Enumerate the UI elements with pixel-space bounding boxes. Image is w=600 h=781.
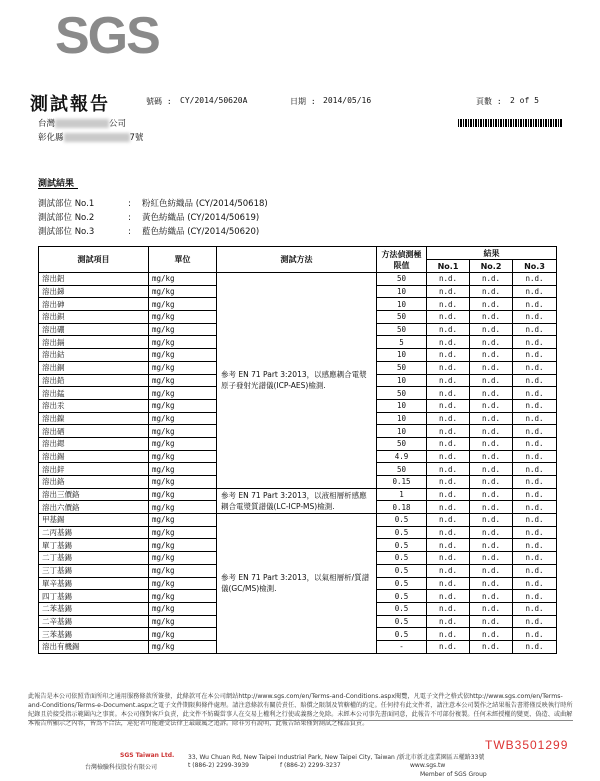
footer-web: www.sgs.tw: [410, 762, 446, 769]
cell-item: 溶出鋅: [39, 463, 149, 476]
cell-result-3: n.d.: [513, 437, 557, 450]
cell-result-3: n.d.: [513, 323, 557, 336]
cell-result-2: n.d.: [470, 628, 513, 641]
cell-item: 溶出銅: [39, 361, 149, 374]
footer-disclaimer: 此報告是本公司依照背面所印之通用服務條款所簽發，此條款可在本公司網站http://www.sgs.com/en/Terms-and-Conditions.aspx閱覽，凡電子文件之格式依http://www.sgs.com/en/Terms-and-Conditions/Terms-e-Document.aspx之電子文件期限與條件處理。請注意條款有關於責任、賠償之限制及管轄權的約定。任何持有此文件者，請注意本公司製作之結果報告書將僅反映執行時所紀錄且於接受指示範圍內之事實。本公司僅對客戶負責，此文件不妨礙當事人在交易上權利之行使或義務之免除。未經本公司事先書面同意，此報告不可部份複製。任何未經授權的變更、偽造、或曲解本報告所顯示之內容，皆為不合法，違犯者可能遭受法律上最嚴厲之追訴。除非另有說明，此報告結果僅對測試之樣品負責。: [28, 693, 573, 727]
cell-result-1: n.d.: [427, 450, 470, 463]
cell-result-1: n.d.: [427, 476, 470, 489]
cell-unit: mg/kg: [149, 349, 217, 362]
cell-result-1: n.d.: [427, 564, 470, 577]
cell-limit: -: [377, 640, 427, 653]
header-no1: No.1: [427, 260, 470, 273]
header-results: 結果: [427, 247, 557, 260]
footer-tel: t (886-2) 2299-3939: [188, 762, 249, 769]
footer-divider: [28, 720, 573, 721]
cell-unit: mg/kg: [149, 273, 217, 286]
cell-limit: 0.5: [377, 615, 427, 628]
header-no2: No.2: [470, 260, 513, 273]
cell-result-2: n.d.: [470, 539, 513, 552]
cell-result-1: n.d.: [427, 361, 470, 374]
cell-item: 溶出鋇: [39, 311, 149, 324]
cell-result-3: n.d.: [513, 577, 557, 590]
part-colon: :: [128, 227, 131, 237]
cell-result-1: n.d.: [427, 336, 470, 349]
cell-result-3: n.d.: [513, 412, 557, 425]
part-desc: 黃色紡織品 (CY/2014/50619): [142, 213, 260, 223]
cell-result-1: n.d.: [427, 311, 470, 324]
cell-result-2: n.d.: [470, 501, 513, 514]
company-line1-suffix: 公司: [109, 119, 127, 129]
cell-limit: 10: [377, 412, 427, 425]
table-row: [39, 488, 557, 501]
cell-item: 甲基錫: [39, 514, 149, 527]
header-no3: No.3: [513, 260, 557, 273]
cell-result-1: n.d.: [427, 425, 470, 438]
cell-unit: mg/kg: [149, 374, 217, 387]
cell-result-3: n.d.: [513, 336, 557, 349]
report-date-label: 日期 :: [290, 97, 316, 106]
cell-result-1: n.d.: [427, 552, 470, 565]
cell-unit: mg/kg: [149, 501, 217, 514]
cell-limit: 0.18: [377, 501, 427, 514]
cell-result-1: n.d.: [427, 488, 470, 501]
test-part-2: [38, 211, 259, 223]
cell-method: 參考 EN 71 Part 3:2013，以氣相層析/質譜儀(GC/MS)檢測.: [217, 514, 377, 654]
cell-result-3: n.d.: [513, 273, 557, 286]
cell-result-2: n.d.: [470, 387, 513, 400]
cell-unit: mg/kg: [149, 361, 217, 374]
report-number-label: 號碼 :: [146, 97, 172, 106]
cell-item: 單辛基錫: [39, 577, 149, 590]
cell-result-3: n.d.: [513, 602, 557, 615]
cell-item: 溶出鈷: [39, 349, 149, 362]
cell-result-1: n.d.: [427, 399, 470, 412]
cell-item: 溶出三價鉻: [39, 488, 149, 501]
section-title: 測試結果: [38, 179, 75, 189]
cell-item: 溶出錫: [39, 450, 149, 463]
cell-result-3: n.d.: [513, 285, 557, 298]
cell-item: 溶出硒: [39, 425, 149, 438]
cell-result-2: n.d.: [470, 463, 513, 476]
cell-unit: mg/kg: [149, 602, 217, 615]
cell-result-2: n.d.: [470, 425, 513, 438]
cell-result-3: n.d.: [513, 590, 557, 603]
cell-limit: 0.5: [377, 564, 427, 577]
cell-result-1: n.d.: [427, 590, 470, 603]
cell-result-2: n.d.: [470, 640, 513, 653]
sgs-logo: SGS: [55, 7, 159, 65]
cell-result-3: n.d.: [513, 488, 557, 501]
cell-method: 參考 EN 71 Part 3:2013，以液相層析感應耦合電漿質譜儀(LC-ICP-MS)檢測.: [217, 488, 377, 513]
cell-item: 溶出鎳: [39, 412, 149, 425]
document-code: TWB3501299: [485, 738, 569, 752]
company-name: [38, 117, 126, 129]
footer-company: SGS Taiwan Ltd.: [120, 752, 175, 759]
cell-result-1: n.d.: [427, 285, 470, 298]
company-line2-suffix: 7號: [129, 133, 144, 143]
part-colon: :: [128, 213, 131, 223]
part-label: 測試部位 No.1: [38, 199, 95, 209]
cell-result-3: n.d.: [513, 564, 557, 577]
table-row: [39, 273, 557, 286]
cell-limit: 0.5: [377, 526, 427, 539]
cell-result-2: n.d.: [470, 361, 513, 374]
cell-result-2: n.d.: [470, 412, 513, 425]
footer-fax: f (886-2) 2299-3237: [280, 762, 341, 769]
page-number: 2 of 5: [510, 96, 539, 105]
table-row: [39, 514, 557, 527]
report-number: CY/2014/50620A: [180, 96, 248, 105]
cell-item: 三苯基錫: [39, 628, 149, 641]
cell-result-2: n.d.: [470, 526, 513, 539]
footer-address: 33, Wu Chuan Rd, New Taipei Industrial Park, New Taipei City, Taiwan /新北市新北產業園區五權路33號: [188, 754, 485, 761]
cell-unit: mg/kg: [149, 590, 217, 603]
cell-limit: 0.5: [377, 602, 427, 615]
cell-result-1: n.d.: [427, 273, 470, 286]
cell-result-2: n.d.: [470, 323, 513, 336]
cell-unit: mg/kg: [149, 526, 217, 539]
cell-result-3: n.d.: [513, 463, 557, 476]
cell-result-3: n.d.: [513, 450, 557, 463]
cell-unit: mg/kg: [149, 628, 217, 641]
cell-result-1: n.d.: [427, 323, 470, 336]
header-unit: 單位: [149, 247, 217, 273]
cell-result-2: n.d.: [470, 514, 513, 527]
cell-item: 溶出有機錫: [39, 640, 149, 653]
cell-unit: mg/kg: [149, 311, 217, 324]
cell-result-2: n.d.: [470, 285, 513, 298]
cell-limit: 0.5: [377, 514, 427, 527]
cell-item: 溶出鎘: [39, 336, 149, 349]
cell-unit: mg/kg: [149, 577, 217, 590]
header-limit: 方法偵測極限值: [377, 247, 427, 273]
cell-result-2: n.d.: [470, 590, 513, 603]
cell-result-3: n.d.: [513, 374, 557, 387]
footer-company-cn: 台灣檢驗科技股份有限公司: [85, 764, 158, 771]
cell-unit: mg/kg: [149, 399, 217, 412]
cell-item: 四丁基錫: [39, 590, 149, 603]
cell-result-1: n.d.: [427, 577, 470, 590]
cell-limit: 10: [377, 298, 427, 311]
part-label: 測試部位 No.2: [38, 213, 95, 223]
barcode: [458, 119, 562, 127]
cell-limit: 10: [377, 425, 427, 438]
cell-result-2: n.d.: [470, 564, 513, 577]
header-item: 測試項目: [39, 247, 149, 273]
cell-result-2: n.d.: [470, 273, 513, 286]
cell-result-1: n.d.: [427, 514, 470, 527]
cell-unit: mg/kg: [149, 387, 217, 400]
cell-result-1: n.d.: [427, 374, 470, 387]
cell-limit: 50: [377, 463, 427, 476]
test-part-3: [38, 225, 259, 237]
cell-item: 溶出六價鉻: [39, 501, 149, 514]
company-line2-prefix: 彰化縣: [38, 133, 64, 143]
cell-result-3: n.d.: [513, 628, 557, 641]
cell-unit: mg/kg: [149, 298, 217, 311]
cell-result-3: n.d.: [513, 526, 557, 539]
cell-result-3: n.d.: [513, 387, 557, 400]
cell-result-1: n.d.: [427, 628, 470, 641]
cell-unit: mg/kg: [149, 539, 217, 552]
cell-limit: 50: [377, 437, 427, 450]
cell-item: 單丁基錫: [39, 539, 149, 552]
cell-limit: 50: [377, 361, 427, 374]
cell-result-2: n.d.: [470, 615, 513, 628]
cell-result-1: n.d.: [427, 602, 470, 615]
cell-item: 溶出鋁: [39, 273, 149, 286]
cell-unit: mg/kg: [149, 552, 217, 565]
cell-result-2: n.d.: [470, 311, 513, 324]
cell-limit: 50: [377, 323, 427, 336]
cell-unit: mg/kg: [149, 412, 217, 425]
cell-limit: 10: [377, 349, 427, 362]
cell-limit: 0.5: [377, 539, 427, 552]
cell-result-1: n.d.: [427, 437, 470, 450]
company-address: [38, 131, 143, 143]
cell-item: 溶出汞: [39, 399, 149, 412]
report-date: 2014/05/16: [323, 96, 372, 105]
results-body: [39, 273, 557, 654]
cell-limit: 4.9: [377, 450, 427, 463]
cell-result-1: n.d.: [427, 463, 470, 476]
cell-unit: mg/kg: [149, 323, 217, 336]
cell-result-3: n.d.: [513, 399, 557, 412]
cell-item: 溶出鍶: [39, 437, 149, 450]
cell-result-2: n.d.: [470, 298, 513, 311]
cell-result-2: n.d.: [470, 336, 513, 349]
cell-result-1: n.d.: [427, 387, 470, 400]
cell-result-2: n.d.: [470, 437, 513, 450]
header-method: 測試方法: [217, 247, 377, 273]
cell-limit: 0.5: [377, 577, 427, 590]
cell-item: 溶出錳: [39, 387, 149, 400]
cell-unit: mg/kg: [149, 514, 217, 527]
cell-result-1: n.d.: [427, 298, 470, 311]
cell-limit: 50: [377, 387, 427, 400]
cell-unit: mg/kg: [149, 488, 217, 501]
cell-limit: 0.5: [377, 590, 427, 603]
cell-result-3: n.d.: [513, 298, 557, 311]
cell-limit: 0.5: [377, 552, 427, 565]
cell-result-3: n.d.: [513, 539, 557, 552]
cell-result-3: n.d.: [513, 361, 557, 374]
part-desc: 粉紅色紡織品 (CY/2014/50618): [142, 199, 268, 209]
cell-item: 二丁基錫: [39, 552, 149, 565]
results-table: [38, 246, 557, 654]
cell-limit: 0.15: [377, 476, 427, 489]
section-underline: [38, 188, 78, 189]
cell-result-3: n.d.: [513, 514, 557, 527]
cell-item: 二丙基錫: [39, 526, 149, 539]
cell-unit: mg/kg: [149, 564, 217, 577]
footer-member: Member of SGS Group: [420, 771, 487, 778]
cell-unit: mg/kg: [149, 437, 217, 450]
cell-result-3: n.d.: [513, 311, 557, 324]
page-label: 頁數 :: [476, 97, 502, 106]
cell-result-2: n.d.: [470, 374, 513, 387]
cell-result-3: n.d.: [513, 501, 557, 514]
cell-result-3: n.d.: [513, 349, 557, 362]
cell-item: 溶出鉻: [39, 476, 149, 489]
redacted-text: [55, 119, 109, 128]
cell-result-1: n.d.: [427, 501, 470, 514]
cell-unit: mg/kg: [149, 615, 217, 628]
cell-unit: mg/kg: [149, 285, 217, 298]
cell-limit: 5: [377, 336, 427, 349]
cell-unit: mg/kg: [149, 450, 217, 463]
cell-result-2: n.d.: [470, 476, 513, 489]
part-colon: :: [128, 199, 131, 209]
cell-result-1: n.d.: [427, 640, 470, 653]
cell-result-3: n.d.: [513, 476, 557, 489]
cell-result-3: n.d.: [513, 425, 557, 438]
cell-item: 溶出鉛: [39, 374, 149, 387]
cell-result-3: n.d.: [513, 552, 557, 565]
cell-limit: 1: [377, 488, 427, 501]
cell-item: 溶出銻: [39, 285, 149, 298]
cell-result-2: n.d.: [470, 577, 513, 590]
redacted-text: [64, 133, 130, 142]
cell-limit: 50: [377, 273, 427, 286]
cell-limit: 10: [377, 399, 427, 412]
cell-result-2: n.d.: [470, 552, 513, 565]
cell-unit: mg/kg: [149, 640, 217, 653]
cell-item: 二辛基錫: [39, 615, 149, 628]
cell-result-1: n.d.: [427, 539, 470, 552]
cell-unit: mg/kg: [149, 463, 217, 476]
part-label: 測試部位 No.3: [38, 227, 95, 237]
cell-item: 溶出砷: [39, 298, 149, 311]
cell-method: 參考 EN 71 Part 3:2013，以感應耦合電漿原子發射光譜儀(ICP-AES)檢測.: [217, 273, 377, 489]
report-title: 測試報告: [30, 94, 110, 115]
cell-result-1: n.d.: [427, 615, 470, 628]
part-desc: 藍色紡織品 (CY/2014/50620): [142, 227, 260, 237]
cell-result-1: n.d.: [427, 349, 470, 362]
cell-limit: 50: [377, 311, 427, 324]
cell-unit: mg/kg: [149, 336, 217, 349]
cell-unit: mg/kg: [149, 425, 217, 438]
cell-limit: 0.5: [377, 628, 427, 641]
cell-item: 三丁基錫: [39, 564, 149, 577]
cell-result-2: n.d.: [470, 602, 513, 615]
cell-result-3: n.d.: [513, 615, 557, 628]
cell-result-1: n.d.: [427, 526, 470, 539]
company-line1-prefix: 台灣: [38, 119, 56, 129]
test-part-1: [38, 197, 268, 209]
cell-limit: 10: [377, 285, 427, 298]
cell-result-2: n.d.: [470, 450, 513, 463]
cell-limit: 10: [377, 374, 427, 387]
cell-unit: mg/kg: [149, 476, 217, 489]
cell-result-3: n.d.: [513, 640, 557, 653]
cell-result-2: n.d.: [470, 488, 513, 501]
cell-result-1: n.d.: [427, 412, 470, 425]
cell-item: 溶出硼: [39, 323, 149, 336]
cell-result-2: n.d.: [470, 349, 513, 362]
cell-item: 二苯基錫: [39, 602, 149, 615]
cell-result-2: n.d.: [470, 399, 513, 412]
